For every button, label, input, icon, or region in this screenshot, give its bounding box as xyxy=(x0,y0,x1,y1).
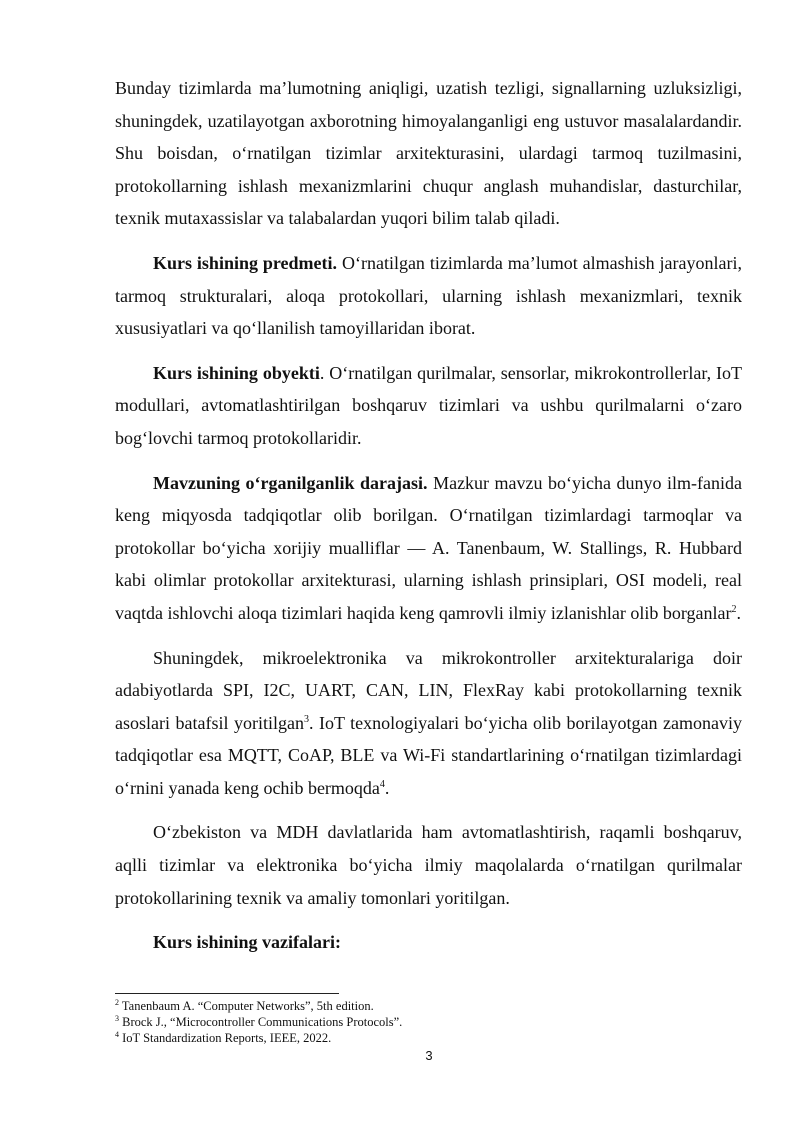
footnote-ref-3[interactable]: 3 xyxy=(303,713,309,725)
footnote-number: 4 xyxy=(115,1029,119,1039)
page-number: 3 xyxy=(425,1048,433,1063)
footnote-text: IoT Standardization Reports, IEEE, 2022. xyxy=(119,1031,332,1045)
footnote-4 xyxy=(115,1030,742,1046)
footnote-2 xyxy=(115,998,742,1014)
document-body xyxy=(115,72,742,959)
footnote-text: Brock J., “Microcontroller Communications Protocols”. xyxy=(119,1015,403,1029)
paragraph-regional: O‘zbekiston va MDH davlatlarida ham avtomatlashtirish, raqamli boshqaruv, aqlli tizimlar va elektronika bo‘yicha ilmiy maqolalarda o‘rnatilgan qurilmalar protokollarining texnik va amaliy tomonlari yoritilgan. xyxy=(115,822,742,908)
subject-heading: Kurs ishining predmeti. xyxy=(153,252,338,273)
research-level-heading: Mavzuning o‘rganilganlik darajasi. xyxy=(153,472,428,493)
subject-text: O‘rnatilgan tizimlarda ma’lumot almashish jarayonlari, tarmoq strukturalari, aloqa protokollari, ularning ishlash mexanizmlari, texnik xususiyatlari va qo‘llanilish tamoyillaridan iborat. xyxy=(115,252,743,339)
paragraph-intro: Bunday tizimlarda ma’lumotning aniqligi, uzatish tezligi, signallarning uzluksizligi, shuningdek, uzatilayotgan axborotning himoyalanganligi eng ustuvor masalalardandir. Shu boisdan, o‘rnatilgan tizimlar arxitekturasini, ulardagi tarmoq tuzilmasini, protokollarning ishlash mexanizmlarini chuqur anglash muhandislar, dasturchilar, texnik mutaxassislar va talabalardan yuqori bilim talab qiladi. xyxy=(115,78,742,229)
paragraph-object xyxy=(115,357,742,455)
footnote-ref-2[interactable]: 2 xyxy=(731,603,737,615)
research-level-tail: . xyxy=(736,602,742,623)
paragraph-protocols xyxy=(115,642,742,805)
protocols-text-b: . IoT texnologiyalari bo‘yicha olib borilayotgan zamonaviy tadqiqotlar esa MQTT, CoAP, BLE va Wi-Fi standartlarining o‘rnatilgan tizimlardagi o‘rnini yanada keng ochib bermoqda xyxy=(115,712,742,798)
footnote-text: Tanenbaum A. “Computer Networks”, 5th edition. xyxy=(119,999,374,1013)
paragraph-research-level xyxy=(115,467,742,630)
paragraph-subject xyxy=(115,247,742,345)
tasks-heading: Kurs ishining vazifalari: xyxy=(153,932,342,953)
protocols-text-a: Shuningdek, mikroelektronika va mikrokontroller arxitekturalariga doir adabiyotlarda SPI, I2C, UART, CAN, LIN, FlexRay kabi protokollarning texnik asoslari batafsil yoritilgan xyxy=(115,647,742,733)
object-text: . O‘rnatilgan qurilmalar, sensorlar, mikrokontrollerlar, IoT modullari, avtomatlashtirilgan boshqaruv tizimlari va ushbu qurilmalarni o‘zaro bog‘lovchi tarmoq protokollaridir. xyxy=(115,362,742,448)
footnote-ref-4[interactable]: 4 xyxy=(379,778,385,790)
object-heading: Kurs ishining obyekti xyxy=(153,362,320,383)
footnote-number: 2 xyxy=(115,997,119,1007)
footnotes xyxy=(115,998,742,1046)
footnote-divider xyxy=(115,993,339,994)
footnote-number: 3 xyxy=(115,1013,119,1023)
protocols-tail: . xyxy=(384,777,390,798)
research-level-text: Mazkur mavzu bo‘yicha dunyo ilm-fanida keng miqyosda tadqiqotlar olib borilgan. O‘rnatilgan tizimlardagi tarmoqlar va protokollar bo‘yicha xorijiy mualliflar — A. Tanenbaum, W. Stallings, R. Hubbard kabi olimlar protokollar arxitekturasi, ularning ishlash prinsiplari, OSI modeli, real vaqtda ishlovchi aloqa tizimlari haqida keng qamrovli ilmiy izlanishlar olib borganlar xyxy=(115,472,743,623)
footnote-3 xyxy=(115,1014,742,1030)
